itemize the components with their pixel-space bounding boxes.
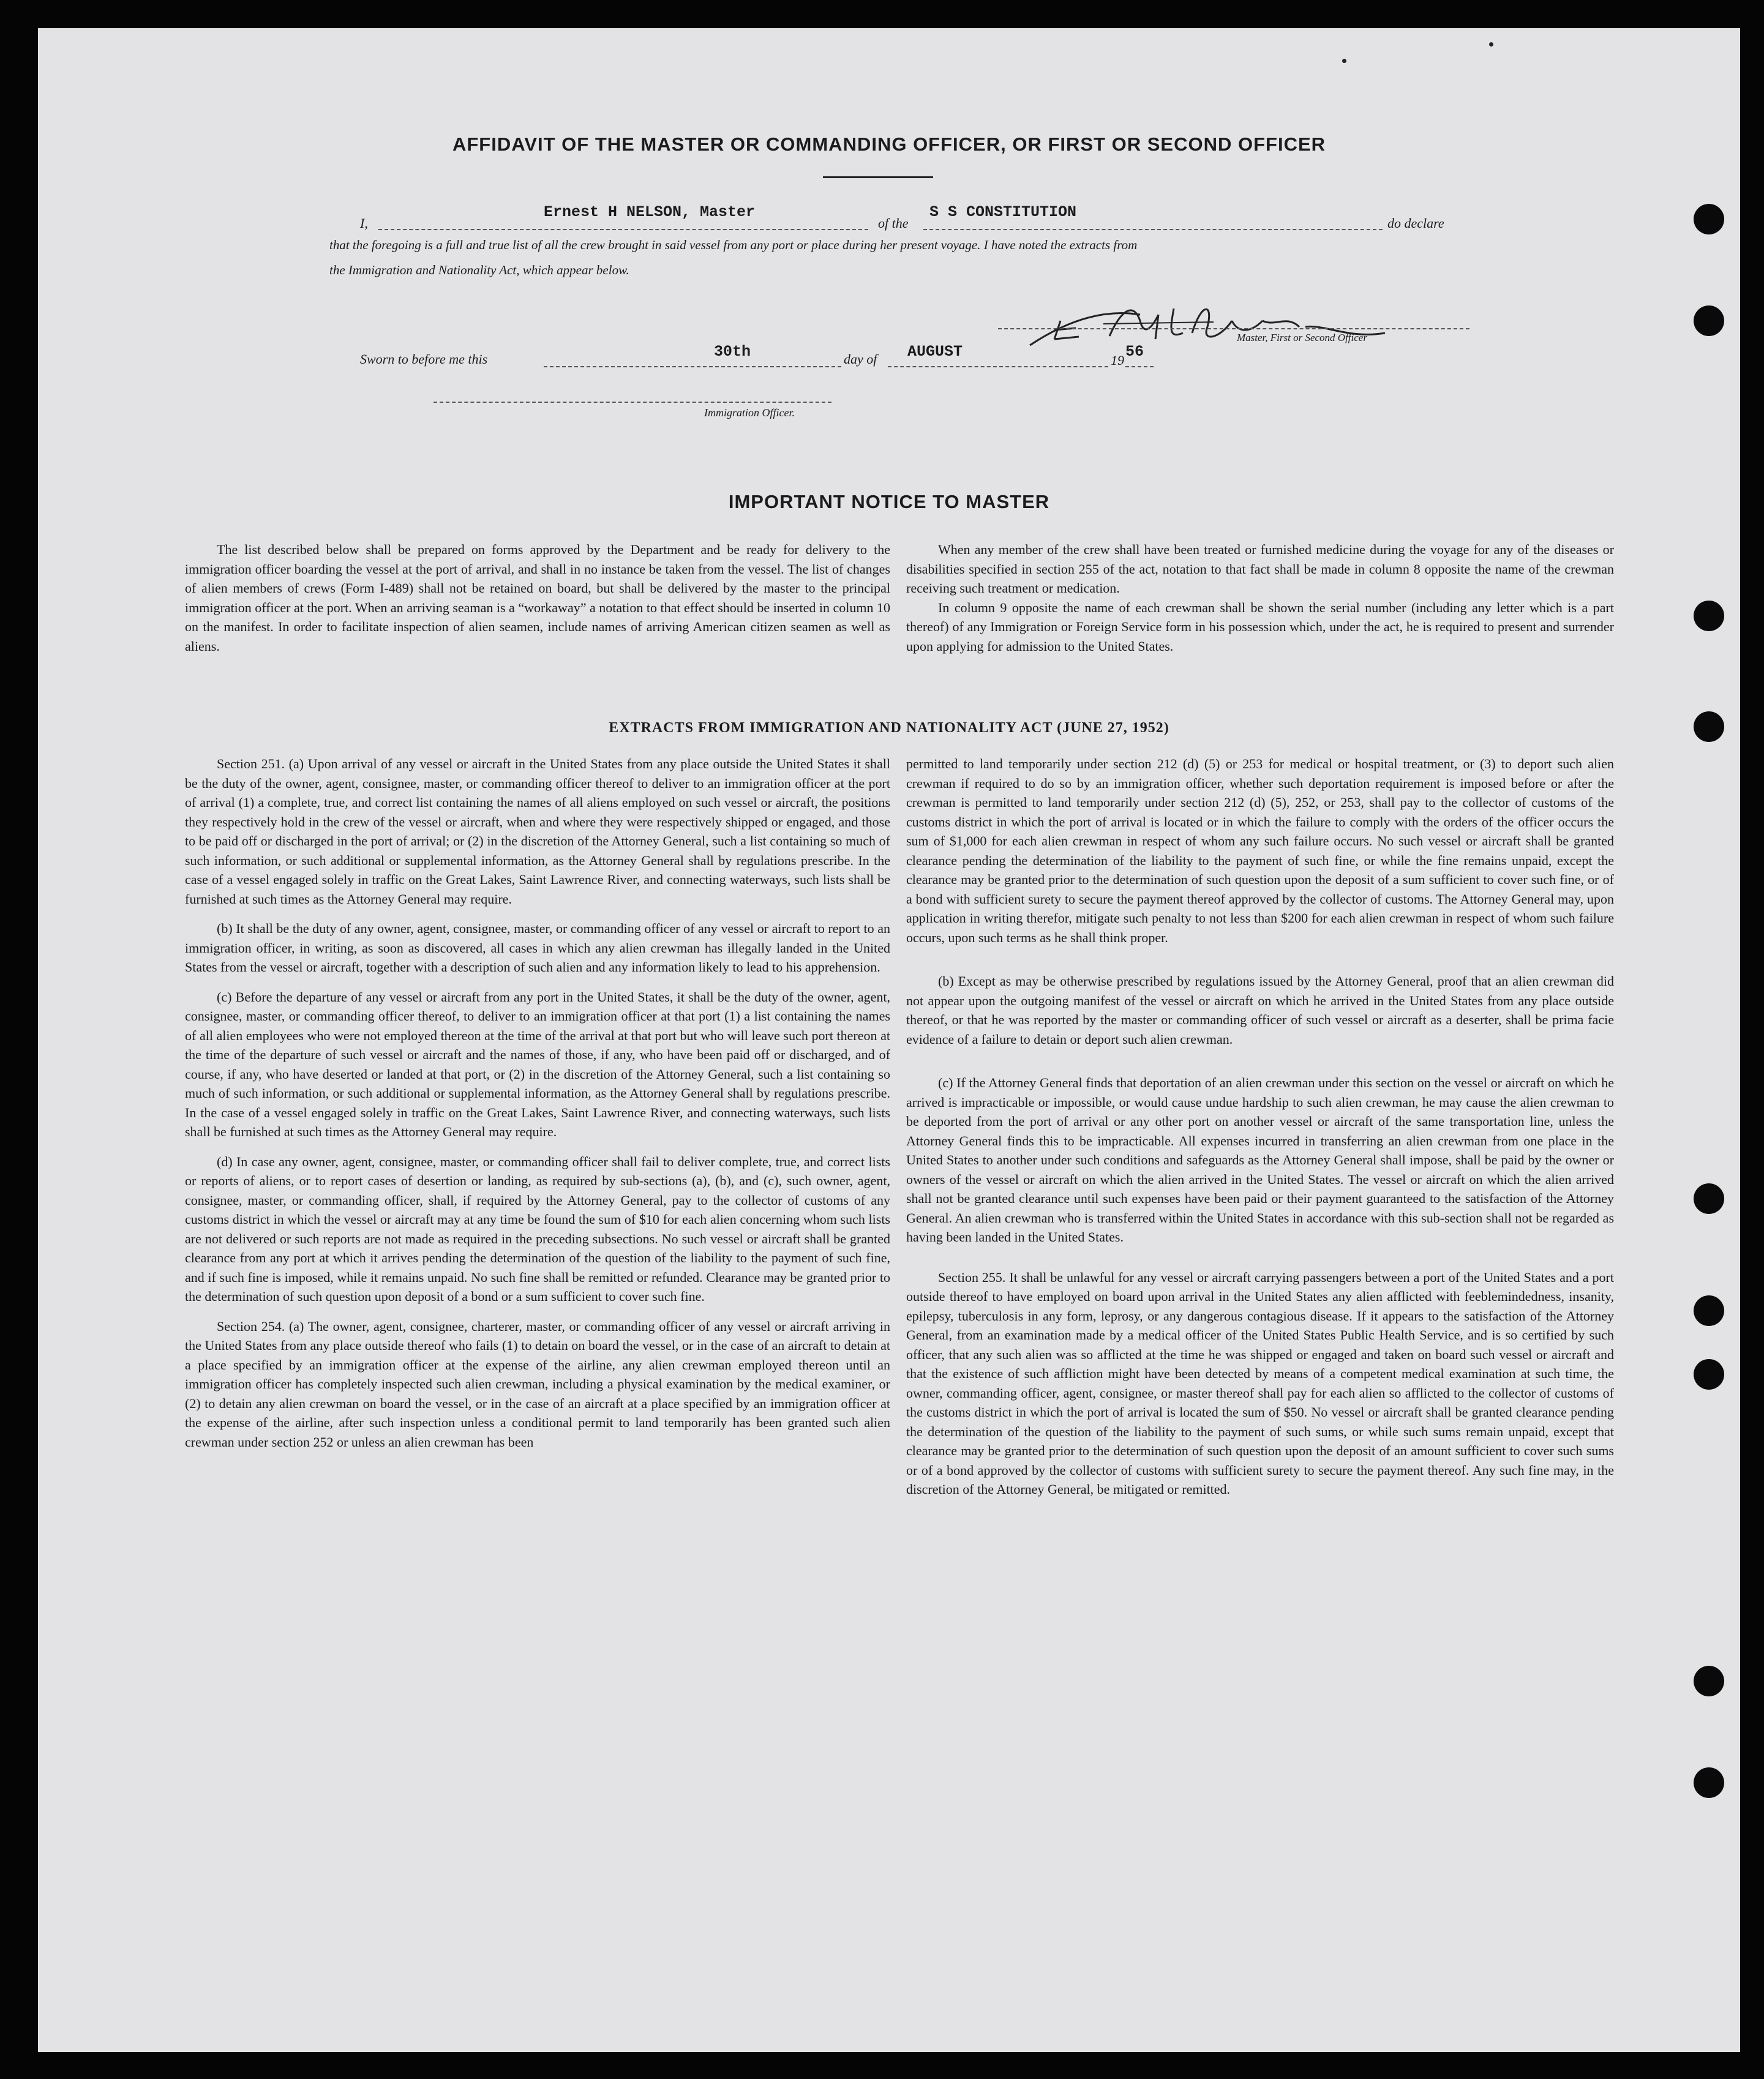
- punch-hole: [1694, 1295, 1724, 1326]
- title-rule: [823, 176, 933, 178]
- section-251d: (d) In case any owner, agent, consignee, master, or commanding officer shall fail to deliver complete, true, and correct lists or reports of aliens, or to report cases of desertion or landing, as required by sub-sections (a), (b), and (c), such owner, agent, consignee, master, or commanding officer, shall, if required by the Attorney General, pay to the collector of customs of any customs district in which the vessel or aircraft may at any time be found the sum of $10 for each alien concerning whom such lists are not delivered or such reports are not made as required in the preceding subsections. No such vessel or aircraft shall be granted clearance from any port at which it arrives pending the determination of the question of the liability to the payment of such fine, and if such fine is imposed, while it remains unpaid. No such fine shall be remitted or refunded. Clearance may be granted prior to the determination of such question upon deposit of a bond or a sum sufficient to cover such fine.: [185, 1153, 890, 1304]
- notice-left-column: [185, 540, 890, 666]
- lead-i: I,: [360, 215, 368, 231]
- vessel-line: [923, 229, 1383, 230]
- do-declare-label: do declare: [1387, 215, 1444, 231]
- immigration-officer-line: [433, 402, 831, 403]
- section-255: Section 255. It shall be unlawful for any vessel or aircraft carrying passengers between a port of the United States and a port outside thereof to have employed on board upon arrival in the United States any alien afflicted with feeblemindedness, insanity, epilepsy, tuberculosis in any form, leprosy, or any dangerous contagious disease. If it appears to the satisfaction of the Attorney General, from an examination made by a medical officer of the United States Public Health Service, and is so certified by such officer, that any such alien was so afflicted at the time he was shipped or engaged and taken on board such vessel or aircraft and that the existence of such affliction might have been detected by means of a competent medical examination at such time, the owner, commanding officer, agent, consignee, or master thereof shall pay for each alien so afflicted to the collector of customs of the customs district in which the port of arrival is located the sum of $50. No vessel or aircraft shall be granted clearance pending the determination of the question of the liability to the payment of such sums, or while such sums remain unpaid, except that clearance may be granted prior to the determination of such question upon the deposit of an amount sufficient to cover such sums or of a bond approved by the collector of customs with sufficient surety to secure the payment thereof. Any such fine may, in the discretion of the Attorney General, be mitigated or remitted.: [906, 1269, 1614, 1497]
- section-251c: (c) Before the departure of any vessel or aircraft from any port in the United States, it shall be the duty of the owner, agent, consignee, master, or commanding officer thereof, to deliver to an immigration officer at that port (1) a list containing the names of all alien employees who were not employed thereon at the time of the arrival at that port but who will leave such port thereon at the time of the departure of such vessel or aircraft and the names of those, if any, who have been paid off or discharged, and of course, if any, who have deserted or landed at that port, or (2) in the discretion of the Attorney General, such a list containing so much of such information, or such additional or supplemental information, as the Attorney General shall by regulations prescribe. In the case of a vessel engaged solely in traffic on the Great Lakes, Saint Lawrence River, and connecting waterways, such lists shall be furnished at such times as the Attorney General may require.: [185, 989, 890, 1139]
- notice-right-paragraph-1: When any member of the crew shall have been treated or furnished medicine during the voyage for any of the diseases or disabilities specified in section 255 of the act, notation to that fact shall be made in column 8 opposite the name of the crewman receiving such treatment or medication.: [906, 542, 1614, 596]
- punch-hole: [1694, 1359, 1724, 1390]
- year-prefix: 19: [1111, 353, 1124, 368]
- officer-name: Ernest H NELSON, Master: [544, 203, 756, 221]
- punch-hole: [1694, 601, 1724, 631]
- notice-title: IMPORTANT NOTICE TO MASTER: [728, 491, 1050, 512]
- section-251a: Section 251. (a) Upon arrival of any vessel or aircraft in the United States from any place outside the United States it shall be the duty of the owner, agent, consignee, master, or commanding officer thereof to deliver to an immigration officer at the port of arrival (1) a complete, true, and correct list containing the names of all aliens employed on such vessel or aircraft, the positions they respectively hold in the crew of the vessel or aircraft, when and where they were respectively shipped or engaged, and those to be paid off or discharged in the port of arrival; or (2) in the discretion of the Attorney General, such a list containing so much of such information, or such additional or supplemental information, as the Attorney General shall by regulations prescribe. In the case of a vessel engaged solely in traffic on the Great Lakes, Saint Lawrence River, and connecting waterways, such lists shall be furnished at such times as the Attorney General may require.: [185, 756, 890, 907]
- declaration-line-1: that the foregoing is a full and true list of all the crew brought in said vessel from any port or place during her present voyage. I have noted the extracts from: [329, 238, 1138, 252]
- notice-right-column: [906, 540, 1614, 666]
- punch-hole: [1694, 1767, 1724, 1798]
- speck: [1342, 59, 1346, 63]
- section-254a: Section 254. (a) The owner, agent, consignee, charterer, master, or commanding officer of any vessel or aircraft arriving in the United States from any place outside thereof who fails (1) to detain on board the vessel, or in the case of an aircraft to detain at a place specified by an immigration officer at the expense of the airline, any alien crewman employed thereon until an immigration officer has completely inspected such alien crewman, including a physical examination by the medical examiner, or (2) to detain any alien crewman on board the vessel, or in the case of an aircraft at a place specified by an immigration officer at the expense of the airline, after such inspection unless a conditional permit to land temporarily has been granted such alien crewman under section 252 or unless an alien crewman has been: [185, 1318, 890, 1450]
- extracts-title: EXTRACTS FROM IMMIGRATION AND NATIONALITY ACT (JUNE 27, 1952): [609, 720, 1169, 736]
- declaration-line-2: the Immigration and Nationality Act, which appear below.: [329, 263, 629, 277]
- vessel-name: S S CONSTITUTION: [929, 203, 1077, 221]
- section-254b: (b) Except as may be otherwise prescribed by regulations issued by the Attorney General, proof that an alien crewman did not appear upon the outgoing manifest of the vessel or aircraft on which he arrived in the United States from any place outside thereof, or that he was reported by the master or commanding officer of such vessel or aircraft as a deserter, shall be prima facie evidence of a failure to detain or deport such alien crewman.: [906, 973, 1614, 1047]
- punch-hole: [1694, 204, 1724, 234]
- signature-caption: Master, First or Second Officer: [1237, 332, 1367, 343]
- notice-left-paragraph: The list described below shall be prepared on forms approved by the Department and be ready for delivery to the immigration officer boarding the vessel at the port of arrival, and shall in no instance be taken from the vessel. The list of changes of alien members of crews (Form I-489) shall not be retained on board, but shall be delivered by the master to the principal immigration officer at the port. When an arriving seaman is a “workaway” a notation to that effect should be inserted in column 10 on the manifest. In order to facilitate inspection of alien seamen, include names of arriving American citizen seamen as well as aliens.: [185, 542, 890, 654]
- punch-hole: [1694, 1183, 1724, 1214]
- section-254a-continued: permitted to land temporarily under section 212 (d) (5) or 253 for medical or hospital treatment, or (3) to deport such alien crewman if required to do so by an immigration officer, whether such deportation requirement is imposed before or after the crewman is permitted to land temporarily under section 212 (d) (5), 252, or 253, shall pay to the collector of customs of the customs district in which the port of arrival is located or in which the failure to comply with the orders of the officer occurs the sum of $1,000 for each alien crewman in respect of whom any such failure occurs. No such vessel or aircraft shall be granted clearance pending the determination of the liability to the payment of such fine, or while the fine remains unpaid, except the clearance may be granted prior to the determination of such question upon the deposit of a sum sufficient to cover such fine, or of a bond with sufficient surety to secure the payment thereof approved by the collector of customs. The Attorney General may, upon application in writing therefor, mitigate such penalty to not less than $200 for each alien crewman in respect of whom such failure occurs, upon such terms as he shall think proper.: [906, 756, 1614, 945]
- sworn-day: 30th: [714, 343, 751, 361]
- sworn-label: Sworn to before me this: [360, 351, 488, 367]
- punch-hole: [1694, 1666, 1724, 1696]
- sworn-month-line: [888, 366, 1108, 367]
- year-suffix: 56: [1125, 343, 1144, 361]
- extracts-right-column: [906, 754, 1614, 1510]
- sworn-month: AUGUST: [907, 343, 963, 361]
- document-page: [38, 28, 1740, 2052]
- affidavit-title: AFFIDAVIT OF THE MASTER OR COMMANDING OFFICER, OR FIRST OR SECOND OFFICER: [452, 133, 1326, 155]
- extracts-left-column: [185, 754, 890, 1462]
- speck: [1489, 42, 1493, 47]
- year-line: [1125, 366, 1154, 367]
- sworn-day-line: [544, 366, 841, 367]
- of-the-label: of the: [878, 215, 909, 231]
- section-254c: (c) If the Attorney General finds that deportation of an alien crewman under this section on the vessel or aircraft on which he arrived is impracticable or impossible, or would cause undue hardship to such alien crewman, he may cause the alien crewman to be deported from the port of arrival or any other port on another vessel or aircraft of the same transportation line, unless the Attorney General finds this to be impracticable. All expenses incurred in transferring an alien crewman from one place in the United States to another under such conditions and safeguards as the Attorney General shall impose, shall be paid by the owner or owners of the vessel or aircraft on which the alien arrived in the United States. The vessel or aircraft on which the alien arrived shall not be granted clearance until such expenses have been paid or their payment guaranteed to the satisfaction of the Attorney General. An alien crewman who is transferred within the United States in accordance with this sub-section shall not be regarded as having been landed in the United States.: [906, 1075, 1614, 1245]
- day-of-label: day of: [844, 351, 877, 367]
- officer-line: [378, 229, 868, 230]
- punch-hole: [1694, 305, 1724, 336]
- section-251b: (b) It shall be the duty of any owner, agent, consignee, master, or commanding officer of any vessel or aircraft to report to an immigration officer, in writing, as soon as discovered, all cases in which any alien crewman has illegally landed in the United States from the vessel or aircraft, together with a description of such alien and any information likely to lead to his apprehension.: [185, 921, 890, 975]
- signature-line: [998, 328, 1469, 329]
- notice-right-paragraph-2: In column 9 opposite the name of each crewman shall be shown the serial number (including any letter which is a part thereof) of any Immigration or Foreign Service form in his possession which, under the act, he is required to present and surrender upon applying for admission to the United States.: [906, 599, 1614, 654]
- immigration-officer-label: Immigration Officer.: [704, 406, 795, 419]
